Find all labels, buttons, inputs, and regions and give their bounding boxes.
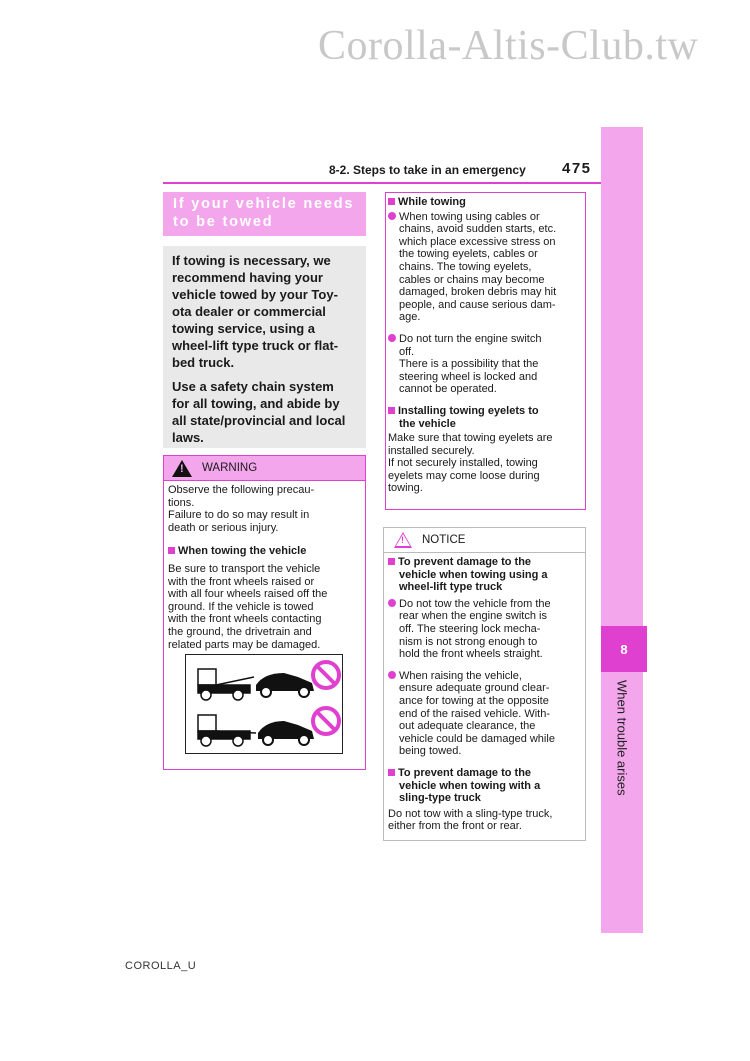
eyelets-heading <box>388 405 581 430</box>
text-line: vehicle towed by your Toy- <box>172 287 338 302</box>
notice-subheading <box>388 767 581 805</box>
text-line: Do not tow with a sling-type truck, <box>388 807 553 820</box>
text-line: the towing eyelets, cables or <box>399 248 538 261</box>
text-line: Do not turn the engine switch <box>399 332 542 345</box>
text-line: laws. <box>172 430 204 445</box>
bullet-icon <box>388 334 396 342</box>
text-line: off. The steering lock mecha- <box>399 622 541 635</box>
bullet-icon <box>388 599 396 607</box>
text-line: being towed. <box>399 745 462 758</box>
towing-cautions-box <box>385 192 586 510</box>
text-line: wheel-lift type truck <box>399 581 503 594</box>
watermark: Corolla-Altis-Club.tw <box>318 23 699 69</box>
text-line: ground. If the vehicle is towed <box>168 600 314 613</box>
square-bullet-icon <box>168 547 175 554</box>
square-bullet-icon <box>388 558 395 565</box>
towing-illustration <box>185 654 343 754</box>
intro-paragraph <box>172 378 360 446</box>
square-bullet-icon <box>388 407 395 414</box>
no-entry-icon <box>313 708 339 734</box>
text-line: age. <box>399 311 421 324</box>
text-line: with all four wheels raised off the <box>168 588 328 601</box>
text-line: off. <box>399 345 415 358</box>
text-line: cannot be operated. <box>399 383 497 396</box>
warning-label: WARNING <box>202 462 258 474</box>
text-line: with the front wheels raised or <box>168 575 315 588</box>
while-towing-heading <box>388 196 581 209</box>
text-line: Be sure to transport the vehicle <box>168 562 321 575</box>
chapter-number[interactable]: 8 <box>601 626 647 672</box>
text-line: hold the front wheels straight. <box>399 648 543 661</box>
warning-text <box>164 481 365 534</box>
page-heading <box>163 192 366 236</box>
text-line: ota dealer or commercial <box>172 304 326 319</box>
square-bullet-icon <box>388 769 395 776</box>
text-line: Observe the following precau- <box>168 484 315 496</box>
text-line: To prevent damage to the <box>398 556 532 568</box>
text-line: If towing is necessary, we <box>172 253 331 268</box>
text-line: ensure adequate ground clear- <box>399 682 550 695</box>
warning-subheading <box>164 534 365 561</box>
text-line: eyelets may come loose during <box>388 469 540 482</box>
text-line: towing service, using a <box>172 321 316 336</box>
warning-box <box>163 455 366 770</box>
text-line: damaged, broken debris may hit <box>399 286 557 299</box>
intro-paragraph <box>172 252 360 371</box>
page-number: 475 <box>562 160 592 177</box>
chapter-side-tab <box>601 127 643 933</box>
text-line: vehicle when towing with a <box>399 779 541 792</box>
text-line: with the front wheels contacting <box>168 613 322 626</box>
text-line: people, and cause serious dam- <box>399 298 556 311</box>
text-line: Use a safety chain system <box>172 379 334 394</box>
text-line: If not securely installed, towing <box>388 457 538 470</box>
tow-truck-icon <box>186 655 342 753</box>
heading-line: to be towed <box>173 214 274 230</box>
text-line: When towing using cables or <box>399 210 540 223</box>
text-line: all state/provincial and local <box>172 413 346 428</box>
bullet-item <box>388 598 581 661</box>
text-line: for all towing, and abide by <box>172 396 340 411</box>
text-line: the ground, the drivetrain and <box>168 625 312 638</box>
text-line: tions. <box>168 496 195 509</box>
warning-header <box>164 456 365 481</box>
text-line: death or serious injury. <box>168 521 279 534</box>
bullet-item <box>388 670 581 758</box>
chapter-title: When trouble arises <box>614 680 630 796</box>
text-line: sling-type truck <box>399 792 481 805</box>
text-line: out adequate clearance, the <box>399 720 536 733</box>
section-title: 8-2. Steps to take in an emergency <box>329 163 526 177</box>
notice-subheading <box>388 556 581 594</box>
notice-box <box>383 527 586 841</box>
eyelets-text <box>388 432 581 495</box>
subheading-label: When towing the vehicle <box>178 545 307 558</box>
text-line: recommend having your <box>172 270 323 285</box>
header-rule <box>163 182 601 184</box>
text-line: cables or chains may become <box>399 273 545 286</box>
notice-text <box>388 808 581 833</box>
text-line: installed securely. <box>388 444 475 457</box>
text-line: the vehicle <box>399 417 456 430</box>
text-line: Failure to do so may result in <box>168 509 310 522</box>
text-line: bed truck. <box>172 355 235 370</box>
text-line: towing. <box>388 482 423 495</box>
text-line: either from the front or rear. <box>388 820 522 833</box>
text-line: To prevent damage to the <box>398 766 532 779</box>
text-line: vehicle could be damaged while <box>399 732 555 745</box>
bullet-item <box>388 333 581 396</box>
notice-triangle-icon: ! <box>394 532 412 548</box>
text-line: rear when the engine switch is <box>399 610 547 623</box>
notice-label: NOTICE <box>422 534 466 546</box>
footer-label: COROLLA_U <box>125 960 197 972</box>
text-line: chains, avoid sudden starts, etc. <box>399 223 557 236</box>
text-line: steering wheel is locked and <box>399 370 538 383</box>
text-line: Make sure that towing eyelets are <box>388 432 553 445</box>
text-line: wheel-lift type truck or flat- <box>172 338 339 353</box>
heading-line: If your vehicle needs <box>173 196 355 212</box>
intro-box <box>163 246 366 448</box>
notice-header <box>384 528 585 553</box>
bullet-icon <box>388 212 396 220</box>
text-line: Installing towing eyelets to <box>398 404 539 417</box>
text-line: which place excessive stress on <box>399 235 556 248</box>
text-line: nism is not strong enough to <box>399 635 538 648</box>
square-bullet-icon <box>388 198 395 205</box>
text-line: ance for towing at the opposite <box>399 694 549 707</box>
text-line: When raising the vehicle, <box>399 669 522 682</box>
text-line: end of the raised vehicle. With- <box>399 707 551 720</box>
warning-subtext <box>164 561 365 651</box>
bullet-item <box>388 211 581 324</box>
warning-triangle-icon: ! <box>172 460 192 477</box>
subheading-label: While towing <box>398 196 466 208</box>
text-line: Do not tow the vehicle from the <box>399 597 551 610</box>
bullet-icon <box>388 671 396 679</box>
text-line: vehicle when towing using a <box>399 568 548 581</box>
text-line: related parts may be damaged. <box>168 638 321 651</box>
text-line: chains. The towing eyelets, <box>399 260 532 273</box>
text-line: There is a possibility that the <box>399 358 539 371</box>
